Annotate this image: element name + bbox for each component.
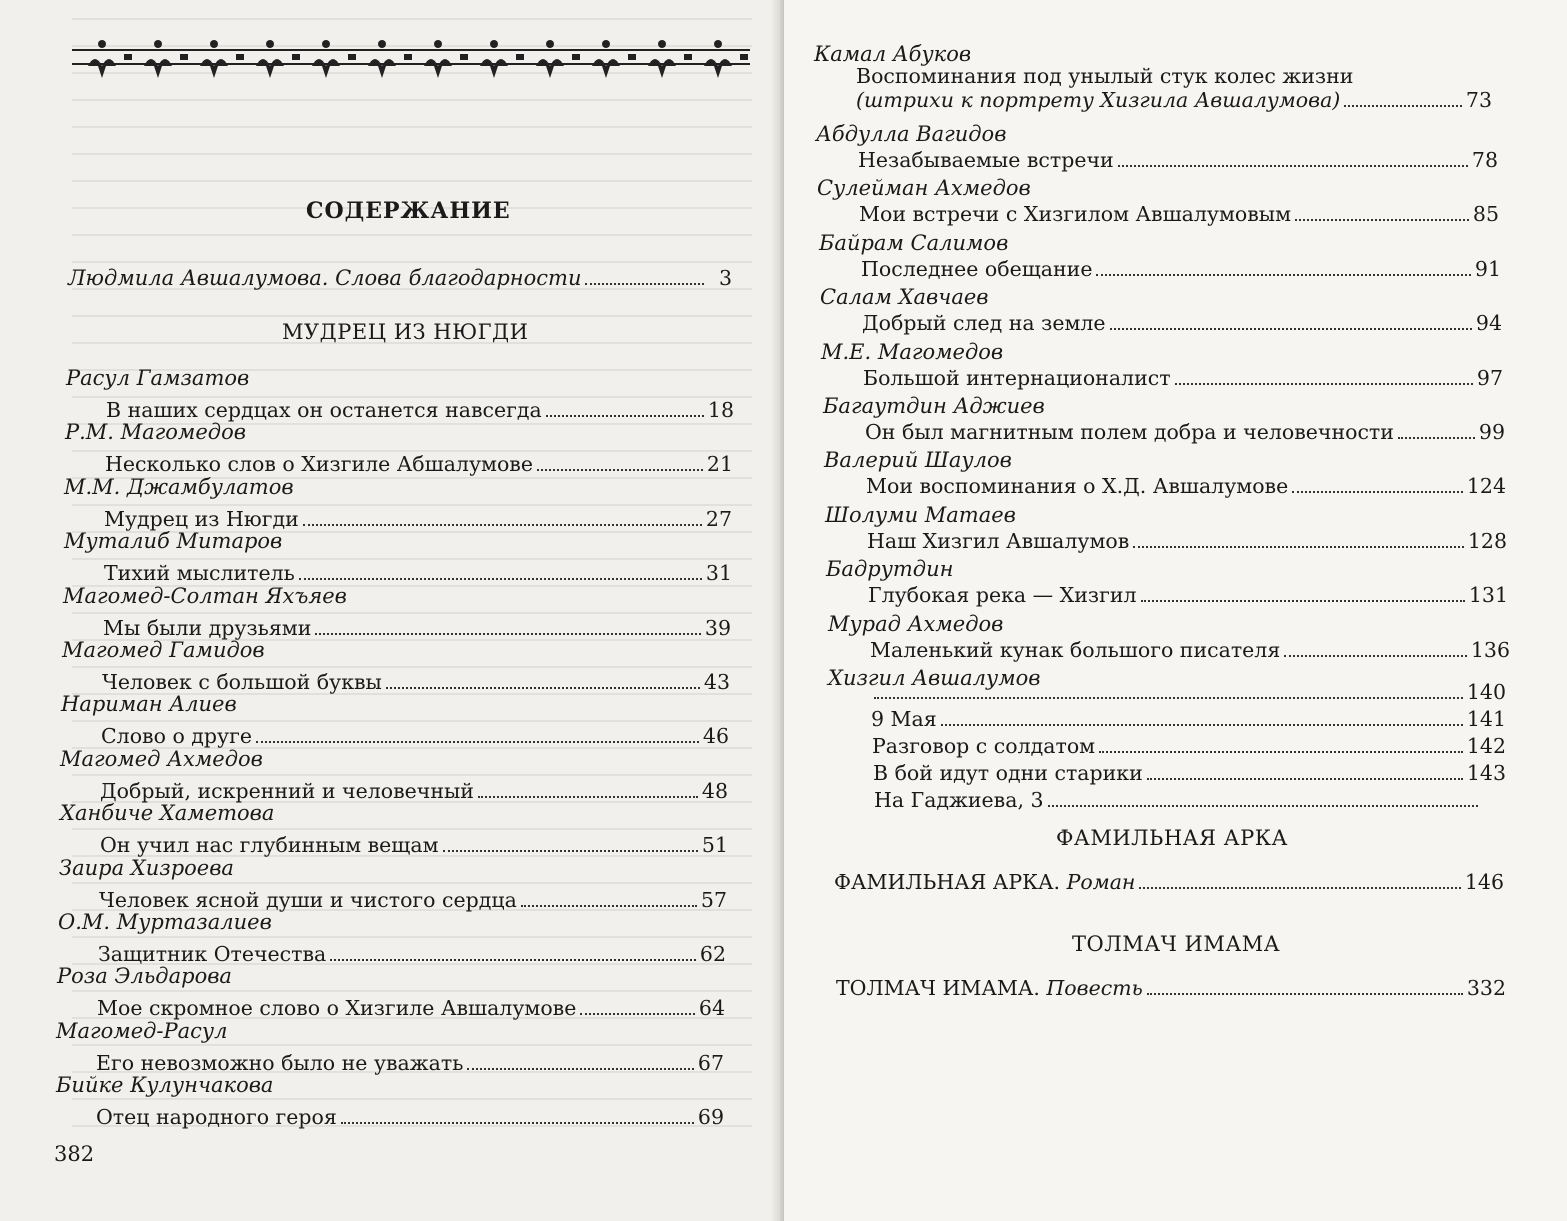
entry-author: Багаутдин Аджиев <box>823 394 1045 418</box>
leader-dots <box>521 905 697 907</box>
entry-page: 64 <box>698 996 725 1021</box>
entry-author: Ханбиче Хаметова <box>60 801 275 826</box>
entry-author: Хизгил Авшалумов <box>828 666 1041 690</box>
entry-author: Сулейман Ахмедов <box>817 176 1031 201</box>
entry-title: Мое скромное слово о Хизгиле Авшалумове <box>97 996 577 1021</box>
entry-author: Заира Хизроева <box>59 855 234 880</box>
toc-entry[interactable] <box>104 507 732 531</box>
entry-page: 39 <box>704 615 731 640</box>
entry-genre: Роман <box>1066 870 1136 894</box>
leader-dots <box>1118 165 1468 167</box>
entry-page: 78 <box>1471 148 1498 172</box>
leader-dots <box>585 283 704 285</box>
entry-page: 136 <box>1470 637 1510 662</box>
entry-author: Нариман Алиев <box>61 692 237 717</box>
leader-dots <box>1344 105 1462 107</box>
entry-author: Бадрутдин <box>826 557 954 582</box>
leader-dots <box>256 741 699 743</box>
entry-title: Защитник Отечества <box>98 942 327 966</box>
leader-dots <box>1110 328 1472 330</box>
entry-title <box>834 870 1135 894</box>
left-page <box>0 0 780 1221</box>
entry-title: Воспоминания под унылый стук колес жизни <box>856 64 1354 88</box>
toc-entry[interactable] <box>862 311 1502 335</box>
entry-page: 27 <box>705 506 732 531</box>
entry-title: Глубокая река — Хизгил <box>868 583 1137 608</box>
section-title: ТОЛМАЧ ИМАМА <box>1072 932 1281 956</box>
entry-author: Бийке Кулунчакова <box>56 1073 274 1098</box>
entry-author: Магомед Ахмедов <box>60 746 263 771</box>
toc-entry[interactable] <box>101 724 729 748</box>
entry-title: Большой интернационалист <box>863 365 1171 390</box>
entry-title: Слово о друге <box>101 724 252 749</box>
leader-dots <box>330 959 696 961</box>
toc-entry[interactable] <box>97 996 725 1020</box>
leader-dots <box>1175 383 1473 385</box>
entry-author: Салам Хавчаев <box>820 285 989 310</box>
decorative-ornament-border <box>72 36 750 80</box>
entry-page: 91 <box>1474 256 1501 281</box>
leader-dots <box>1099 751 1463 753</box>
toc-entry[interactable] <box>105 452 733 476</box>
leader-dots <box>537 469 703 471</box>
entry-author: Расул Гамзатов <box>66 366 250 390</box>
toc-entry[interactable] <box>861 257 1501 281</box>
entry-page: 142 <box>1466 734 1506 758</box>
leader-dots <box>303 524 702 526</box>
entry-page: 85 <box>1472 202 1499 227</box>
page-number: 382 <box>54 1142 95 1166</box>
toc-entry[interactable] <box>96 1105 724 1129</box>
entry-name: ФАМИЛЬНАЯ АРКА. <box>834 870 1061 894</box>
entry-title: Отец народного героя <box>96 1105 337 1130</box>
entry-title: Последнее обещание <box>861 256 1093 281</box>
entry-author: Шолуми Матаев <box>825 502 1016 527</box>
entry-title: Незабываемые встречи <box>858 148 1114 172</box>
entry-author: Магомед Гамидов <box>62 638 265 662</box>
entry-author: Камал Абуков <box>814 42 972 66</box>
entry-title: Человек ясной души и чистого сердца <box>99 887 517 912</box>
entry-page: 31 <box>705 561 732 586</box>
toc-entry[interactable] <box>100 833 728 857</box>
entry-title: В наших сердцах он останется навсегда <box>106 398 542 422</box>
entry-author: Р.М. Магомедов <box>65 420 246 445</box>
entry-author: Магомед-Солтан Яхъяев <box>63 583 347 608</box>
entry-title: В бой идут одни старики <box>873 761 1143 785</box>
entry-author: Валерий Шаулов <box>824 448 1012 473</box>
leader-dots <box>1295 219 1469 221</box>
entry-page: 128 <box>1467 528 1507 553</box>
leader-dots <box>386 687 700 689</box>
entry-author: Абдулла Вагидов <box>816 122 1007 146</box>
entry-page: 140 <box>1466 680 1506 704</box>
entry-page: 67 <box>697 1050 724 1075</box>
leader-dots <box>1139 887 1460 889</box>
toc-entry[interactable] <box>865 420 1505 444</box>
toc-entry[interactable] <box>867 529 1507 553</box>
toc-entry[interactable] <box>100 779 728 803</box>
toc-entry[interactable] <box>98 942 726 966</box>
entry-author: Байрам Салимов <box>819 230 1009 255</box>
toc-entry[interactable] <box>870 638 1510 662</box>
toc-entry[interactable] <box>858 148 1498 172</box>
entry-page: 97 <box>1476 365 1503 390</box>
leader-dots <box>1147 993 1463 995</box>
entry-title: Разговор с солдатом <box>872 734 1096 758</box>
entry-author: М.М. Джамбулатов <box>64 474 294 499</box>
leader-dots <box>478 796 698 798</box>
section-title: ФАМИЛЬНАЯ АРКА <box>1056 826 1288 850</box>
leader-dots <box>1141 600 1465 602</box>
entry-page: 48 <box>701 778 728 803</box>
toc-entry[interactable] <box>868 583 1508 607</box>
leader-dots <box>443 850 698 852</box>
toc-entry[interactable] <box>104 561 732 585</box>
leader-dots <box>1133 546 1464 548</box>
entry-page: 146 <box>1464 870 1504 894</box>
toc-entry-novel[interactable] <box>834 870 1504 894</box>
toc-entry[interactable] <box>859 202 1499 226</box>
entry-author: М.Е. Магомедов <box>821 339 1004 364</box>
leader-dots <box>341 1122 694 1124</box>
contents-heading: СОДЕРЖАНИЕ <box>306 198 511 224</box>
leader-dots <box>1398 437 1475 439</box>
poem-entry[interactable] <box>872 734 1506 758</box>
leader-dots <box>580 1013 695 1015</box>
entry-title: Его невозможно было не уважать <box>96 1050 464 1075</box>
poem-entry[interactable] <box>871 707 1506 731</box>
entry-title: На Гаджиева, 3 <box>874 788 1044 812</box>
entry-title: Тихий мыслитель <box>104 561 295 586</box>
entry-title: Наш Хизгил Авшалумов <box>867 528 1130 553</box>
entry-author: Муталиб Митаров <box>64 529 283 554</box>
toc-entry[interactable] <box>96 1051 724 1075</box>
leader-dots <box>546 415 704 417</box>
entry-title: Маленький кунак большого писателя <box>870 637 1281 662</box>
leader-dots <box>1284 655 1467 657</box>
entry-page: 99 <box>1478 420 1505 444</box>
entry-title <box>836 976 1143 1000</box>
entry-title: Человек с большой буквы <box>102 670 382 694</box>
toc-entry[interactable] <box>863 366 1503 390</box>
poem-entry[interactable] <box>874 788 1506 812</box>
entry-page: 46 <box>702 724 729 749</box>
entry-page: 69 <box>697 1105 724 1130</box>
entry-author: Магомед-Расул <box>56 1018 228 1043</box>
entry-page: 43 <box>703 670 730 694</box>
toc-entry[interactable] <box>102 670 730 694</box>
entry-page: 62 <box>699 942 726 966</box>
poem-entry[interactable] <box>873 761 1506 785</box>
toc-entry[interactable] <box>106 398 734 422</box>
entry-title: Мы были друзьями <box>103 615 312 640</box>
entry-title: 9 Мая <box>871 707 937 731</box>
leader-dots <box>467 1068 694 1070</box>
entry-page: 143 <box>1466 761 1506 785</box>
entry-page: 21 <box>706 452 733 477</box>
toc-entry-title-line <box>856 64 1476 88</box>
entry-title: Людмила Авшалумова. Слова благодарности <box>68 266 582 290</box>
entry-page: 51 <box>701 833 728 858</box>
entry-author: О.М. Муртазалиев <box>58 910 272 934</box>
entry-page: 332 <box>1466 976 1506 1000</box>
entry-title: Мудрец из Нюгди <box>104 506 299 531</box>
entry-title: (штрихи к портрету Хизгила Авшалумова) <box>856 88 1341 112</box>
leader-dots <box>941 724 1463 726</box>
entry-title: Мои воспоминания о Х.Д. Авшалумове <box>866 474 1289 499</box>
leader-dots <box>874 697 1463 699</box>
entry-genre: Повесть <box>1046 976 1143 1000</box>
entry-page: 73 <box>1465 88 1492 112</box>
entry-title: Он был магнитным полем добра и человечности <box>865 420 1394 444</box>
entry-page: 18 <box>707 398 734 422</box>
entry-title: Мои встречи с Хизгилом Авшалумовым <box>859 202 1292 227</box>
right-page <box>784 0 1567 1221</box>
entry-name: ТОЛМАЧ ИМАМА. <box>836 976 1040 1000</box>
poem-entry[interactable] <box>870 680 1506 704</box>
entry-page: 57 <box>700 887 727 912</box>
leader-dots <box>1096 274 1470 276</box>
toc-entry[interactable] <box>866 474 1506 498</box>
leader-dots <box>1048 805 1478 807</box>
entry-title: Добрый след на земле <box>862 311 1106 336</box>
leader-dots <box>315 633 701 635</box>
entry-title: Он учил нас глубинным вещам <box>100 833 439 858</box>
entry-page: 94 <box>1475 311 1502 336</box>
entry-author: Мурад Ахмедов <box>828 611 1004 636</box>
entry-author: Роза Эльдарова <box>57 964 232 989</box>
entry-page: 3 <box>718 266 732 290</box>
leader-dots <box>1147 778 1463 780</box>
entry-page: 131 <box>1468 583 1508 608</box>
toc-entry-intro[interactable] <box>68 266 732 290</box>
toc-entry-first[interactable] <box>856 88 1492 112</box>
entry-title: Добрый, искренний и человечный <box>100 778 474 803</box>
entry-page: 124 <box>1466 474 1506 499</box>
entry-title: Несколько слов о Хизгиле Абшалумове <box>105 452 533 477</box>
toc-entry-novella[interactable] <box>836 976 1506 1000</box>
entry-page: 141 <box>1466 707 1506 731</box>
toc-entry[interactable] <box>99 888 727 912</box>
section-title: МУДРЕЦ ИЗ НЮГДИ <box>282 320 529 344</box>
toc-entry[interactable] <box>103 616 731 640</box>
leader-dots <box>299 578 702 580</box>
leader-dots <box>1292 491 1463 493</box>
